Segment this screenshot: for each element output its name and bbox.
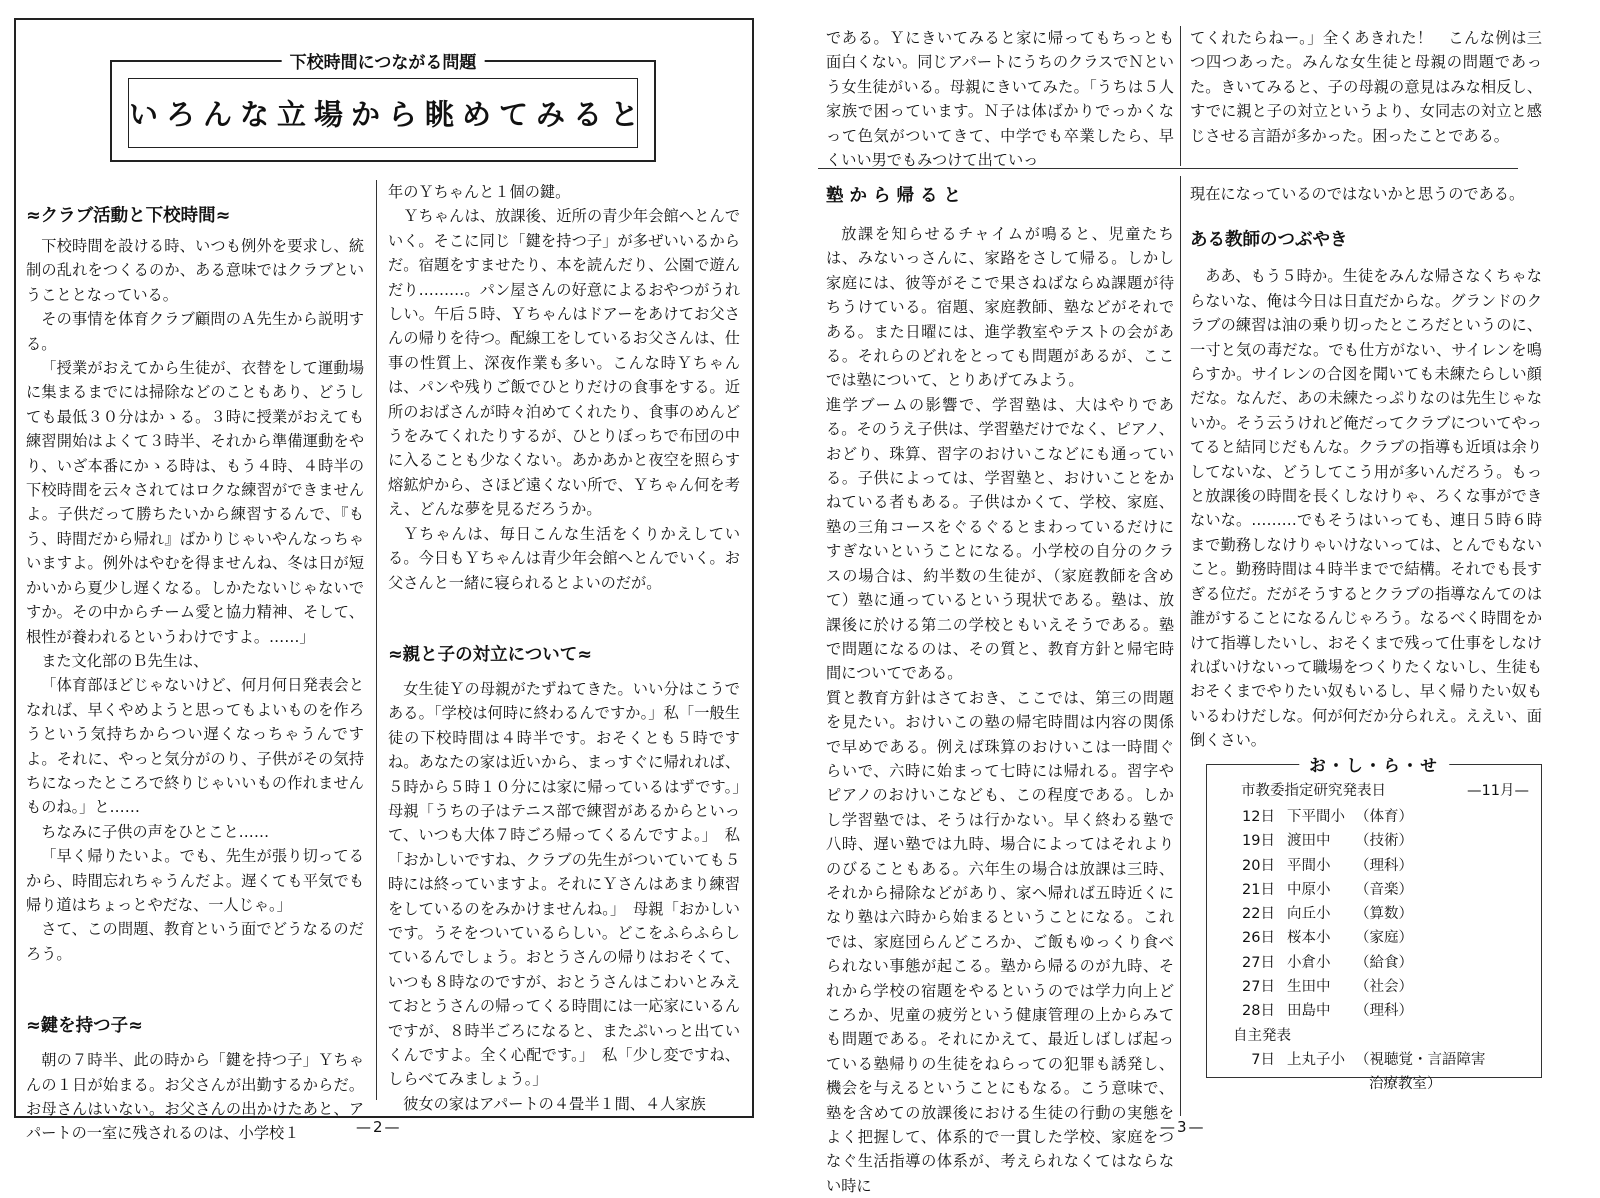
paragraph: ちなみに子供の声をひとこと…… bbox=[41, 822, 269, 841]
list-item bbox=[1227, 999, 1531, 1023]
notice-title: お・し・ら・せ bbox=[1299, 752, 1449, 776]
notice-school: 生田中 bbox=[1287, 979, 1331, 996]
page-number-left: —2— bbox=[356, 1118, 402, 1136]
list-item bbox=[1227, 829, 1531, 853]
notice-subject: （社会） bbox=[1355, 979, 1413, 996]
notice-date: 21日 bbox=[1242, 881, 1275, 898]
list-item bbox=[1227, 902, 1531, 926]
paragraph: 下校時間を設ける時、いつも例外を要求し、統制の乱れをつくるのか、ある意味ではクラブということとなっている。 bbox=[26, 237, 364, 304]
paragraph: 「体育部ほどじゃないけど、何月何日発表会となれば、早くやめようと思ってもよいものを作ろうという気持ちからつい遅くなっちゃうんですよ。それに、やっと気分がのり、子供がその気持ちになったところで終りじゃいいもの作れませんものね。」と…… bbox=[26, 676, 364, 817]
title-inner-frame bbox=[128, 78, 648, 148]
page-title: いろんな立場から眺めてみると bbox=[129, 97, 648, 132]
paragraph: 放課を知らせるチャイムが鳴ると、児童たちは、みないっさんに、家路をさして帰る。しかし家庭には、彼等がそこで果さねばならぬ課題が待ちうけている。宿題、家庭教師、塾などがそれである。また日曜には、進学教室やテストの会がある。それらのどれをとっても問題があるが、ここでは塾について、とりあげてみよう。 bbox=[826, 225, 1174, 390]
paragraph: 年のＹちゃんと１個の鍵。 bbox=[388, 183, 571, 201]
notice-date: 26日 bbox=[1242, 930, 1275, 947]
paragraph: 彼女の家はアパートの４畳半１間、４人家族 bbox=[403, 1094, 706, 1113]
notice-school: 桜本小 bbox=[1287, 930, 1331, 947]
paragraph: その事情を体育クラブ顧問のＡ先生から説明する。 bbox=[26, 310, 364, 353]
notice-school: 小倉小 bbox=[1287, 954, 1331, 971]
column-divider bbox=[1180, 176, 1181, 1116]
notice-header-label: 市教委指定研究発表日 bbox=[1241, 783, 1386, 799]
paragraph: 女生徒Ｙの母親がたずねてきた。いい分はこうである。「学校は何時に終わるんですか。」私「一般生徒の下校時間は４時半です。おそくとも５時ですね。あなたの家は近いから、まっすぐに帰れれば、５時から５時１０分には家に帰っているはずです。」 母親「うちの子はテニス部で練習があるからといって、いつも大体７時ごろ帰ってくるんですよ。」 私「おかしいですね、クラブの先生がついていても５時には終っていますよ。それにＹさんはあまり練習をしているのをみかけませんね。」 母親「おかしいです。うそをついているらしい。どこをふらふらしているんでしょう。おとうさんの帰りはおそくて、いつも８時なのですが、おとうさんはこわいとみえておとうさんの帰ってくる時間には一応家にいるんですが、８時半ごろになると、またぷいっと出ていくんですよ。全く心配です。」 私「少し変ですね、しらべてみましょう。」 bbox=[388, 679, 756, 1089]
column-divider bbox=[1180, 26, 1181, 166]
left-column-1 bbox=[26, 202, 364, 1143]
title-subheading: 下校時間につながる問題 bbox=[282, 48, 485, 73]
paragraph: 質と教育方針はさておき、ここでは、第三の問題を見たい。おけいこの塾の帰宅時間は内容の関係で早めである。例えば珠算のおけいこは一時間ぐらいで、六時に始まって七時には帰れる。習字やピアノのおけいこなども、この程度である。しかし学習塾では、そうは行かない。早く終わる塾で八時、遅い塾では九時、場合によってはそれよりのびることもある。六年生の場合は放課は三時、それから掃除などがあり、家へ帰れば五時近くになり塾は六時から始まるということになる。これでは、家庭団らんどころか、ご飯もゆっくり食べられない事態が起こる。塾から帰るのが九時、それから学校の宿題をやるというのでは学力向上どころか、児童の疲労という健康管理の上からみても問題である。それにかえて、最近しばしば起っている塾帰りの生徒をねらっての犯罪も誘発し、機会を与えるということにもなる。こう意味で、塾を含めての放課後における生徒の行動の実態をよく把握して、体系的で一貫した学校、家庭をつなぐ生活指導の体系が、考えられなくてはならない時に bbox=[826, 688, 1174, 1195]
notice-subject: （技術） bbox=[1355, 833, 1413, 850]
notice-school: 平間小 bbox=[1287, 857, 1331, 874]
section-heading-teacher-murmur: ある教師のつぶやき bbox=[1190, 230, 1348, 251]
notice-school: 向丘小 bbox=[1287, 906, 1331, 923]
paragraph: 現在になっているのではないかと思うのである。 bbox=[1190, 185, 1525, 203]
paragraph: 「早く帰りたいよ。でも、先生が張り切ってるから、時間忘れちゃうんだよ。遅くても平気でも帰り道はちょっとやだな、一人じゃ。」 bbox=[26, 847, 364, 914]
notice-date: 27日 bbox=[1242, 979, 1275, 996]
notice-subject: （理科） bbox=[1355, 857, 1413, 874]
page-right bbox=[818, 6, 1590, 1195]
notice-subject: （視聴覚・言語障害 bbox=[1355, 1051, 1486, 1068]
paragraph: また文化部のＢ先生は、 bbox=[41, 651, 209, 670]
paragraph: Ｙちゃんは、毎日こんな生活をくりかえしている。今日もＹちゃんは青少年会館へとんでいく。お父さんと一緒に寝られるとよいのだが。 bbox=[388, 524, 740, 592]
section-heading-cram-school: 塾から帰ると bbox=[826, 186, 967, 206]
notice-header bbox=[1241, 779, 1529, 800]
notice-school: 上丸子小 bbox=[1287, 1051, 1345, 1068]
notice-box bbox=[1206, 756, 1542, 1093]
notice-school: 田島中 bbox=[1287, 1003, 1331, 1020]
horizontal-rule bbox=[818, 168, 1518, 169]
paragraph: てくれたらねー。」全くあきれた！ こんな例は三つ四つあった。みんな女生徒と母親の問題であった。きいてみると、子の母親の意見はみな相反し、すでに親と子の対立というより、女同志の対立と感じさせる言語が多かった。困ったことである。 bbox=[1190, 29, 1542, 145]
notice-subject-continued: 治療教室） bbox=[1369, 1076, 1442, 1093]
notice-list bbox=[1227, 805, 1531, 1097]
section-heading-parent-child: ≈親と子の対立について≈ bbox=[388, 644, 592, 665]
section-heading-club: ≈クラブ活動と下校時間≈ bbox=[26, 206, 231, 226]
notice-school: 下平間小 bbox=[1287, 809, 1345, 825]
notice-date: 19日 bbox=[1242, 833, 1275, 850]
notice-school: 渡田中 bbox=[1287, 833, 1331, 850]
paragraph: 朝の７時半、此の時から「鍵を持つ子」Ｙちゃんの１日が始まる。お父さんが出勤するからだ。お母さんはいない。お父さんの出かけたあと、アパートの一室に残されるのは、小学校１ bbox=[26, 1051, 364, 1143]
notice-date: 27日 bbox=[1242, 954, 1275, 971]
paragraph: Ｙちゃんは、放課後、近所の青少年会館へとんでいく。そこに同じ「鍵を持つ子」が多ぜいいるからだ。宿題をすませたり、本を読んだり、公園で遊んだり………。パン屋さんの好意によるおやつがうれしい。午后５時、Ｙちゃんはドアーをあけてお父さんの帰りを待つ。配線工をしているお父さんは、仕事の性質上、深夜作業も多い。こんな時Ｙちゃんは、パンや残りご飯でひとりだけの食事をする。近所のおばさんが時々泊めてくれたり、食事のめんどうをみてくれたりするが、ひとりぼっちで布団の中に入ることも少なくない。あかあかと夜空を照らす熔鉱炉から、さほど遠くない所で、Ｙちゃん何を考え、どんな夢を見るだろうか。 bbox=[388, 207, 741, 519]
notice-subject: （音楽） bbox=[1355, 881, 1413, 898]
notice-header-month: —11月— bbox=[1467, 783, 1529, 799]
notice-date: 20日 bbox=[1242, 857, 1275, 874]
right-column-3 bbox=[826, 182, 1174, 1195]
page-left bbox=[14, 18, 756, 1143]
page-number-right: —3— bbox=[1160, 1118, 1206, 1136]
paragraph: である。Ｙにきいてみると家に帰ってもちっとも面白くない。同じアパートにうちのクラスでＮという女生徒がいる。母親にきいてみた。「うちは５人家族で困っています。Ｎ子は体ばかりでっかくなって色気がついてきて、中学でも卒業したら、早くいい男でもみつけて出ていっ bbox=[826, 29, 1174, 170]
list-item bbox=[1227, 878, 1531, 902]
list-item bbox=[1227, 1048, 1531, 1072]
left-column-2 bbox=[388, 180, 756, 1113]
paragraph: さて、この問題、教育という面でどうなるのだろう。 bbox=[26, 920, 364, 963]
paragraph: ああ、もう５時か。生徒をみんな帰さなくちゃならないな、俺は今日は日直だからな。グランドのクラブの練習は油の乗り切ったところだというのに、一寸と気の毒だな。でも仕方がない、サイレンを鳴らすか。サイレンの合図を聞いても未練たらしい顔だな。なんだ、あの未練たっぷりなのは先生じゃないか。そう云うけれど俺だってクラブについてやってると結同じだもんな。クラブの指導も近頃は余りしてないな、どうしてこう用が多いんだろう。もっと放課後の時間を長くしなけりゃ、ろくな事ができないな。………でもそうはいっても、連日５時６時まで勤務しなけりゃいけないっては、とんでもないこと。勤務時間は４時半までで結構。それでも長すぎる位だ。だがそうするとクラブの指導なんてのは誰がすることになるんじゃろう。なるべく時間をかけて指導したいし、おそくまで残って仕事をしなければいけないって職場をつくりたくないし、生徒もおそくまでやりたい奴もいるし、早く帰りたい奴もいるわけだしな。何が何だか分られえ。ええい、面倒くさい。 bbox=[1190, 267, 1542, 750]
list-item bbox=[1227, 805, 1531, 829]
right-top-right-text bbox=[1190, 26, 1542, 166]
title-box bbox=[110, 53, 656, 162]
notice-subject: （給食） bbox=[1355, 954, 1413, 971]
paragraph: 進学ブームの影響で、学習塾は、大はやりである。そのうえ子供は、学習塾だけでなく、ピアノ、おどり、珠算、習字のおけいこなどにも通っている。子供によっては、学習塾と、おけいことをかねている者もある。子供はかくて、学校、家庭、塾の三角コースをぐるぐるとまわっているだけにすぎないということになる。小学校の自分のクラスの場合は、約半数の生徒が、（家庭教師を含めて）塾に通っているという現状である。塾は、放課後に於ける第二の学校ともいえそうである。塾で問題になるのは、その質と、教育方針と帰宅時間についてである。 bbox=[826, 395, 1174, 683]
notice-subject: （算数） bbox=[1355, 906, 1413, 923]
notice-subject: （体育） bbox=[1355, 809, 1413, 825]
list-item bbox=[1227, 854, 1531, 878]
list-item bbox=[1227, 951, 1531, 975]
notice-subject: （家庭） bbox=[1355, 930, 1413, 947]
column-divider bbox=[376, 180, 377, 1100]
section-heading-key-child: ≈鍵を持つ子≈ bbox=[26, 1016, 143, 1037]
notice-date: 7日 bbox=[1251, 1051, 1275, 1068]
list-item bbox=[1227, 926, 1531, 950]
list-item bbox=[1227, 975, 1531, 999]
notice-date: 12日 bbox=[1242, 809, 1275, 825]
notice-subject: （理科） bbox=[1355, 1003, 1413, 1020]
notice-self-label: 自主発表 bbox=[1233, 1027, 1291, 1044]
notice-school: 中原小 bbox=[1287, 881, 1331, 898]
notice-date: 22日 bbox=[1242, 906, 1275, 923]
notice-date: 28日 bbox=[1242, 1003, 1275, 1020]
right-top-left-text bbox=[826, 26, 1174, 170]
paragraph: 「授業がおえてから生徒が、衣替をして運動場に集まるまでには掃除などのこともあり、どうしても最低３０分はかゝる。３時に授業がおえても練習開始はよくて３時半、それから準備運動をやり、いざ本番にかゝる時は、もう４時、４時半の下校時間を云々されてはロクな練習ができませんよ。子供だって勝ちたいから練習するんで、『もう、時間だから帰れ』ばかりじゃいやんなっちゃいますよ。例外はやむを得ませんね、冬は日が短かいから夏少し遅くなる。しかたないじゃないですか。その中からチーム愛と協力精神、そして、根性が養われるというわけですよ。……」 bbox=[26, 359, 364, 646]
right-column-4 bbox=[1190, 182, 1542, 762]
